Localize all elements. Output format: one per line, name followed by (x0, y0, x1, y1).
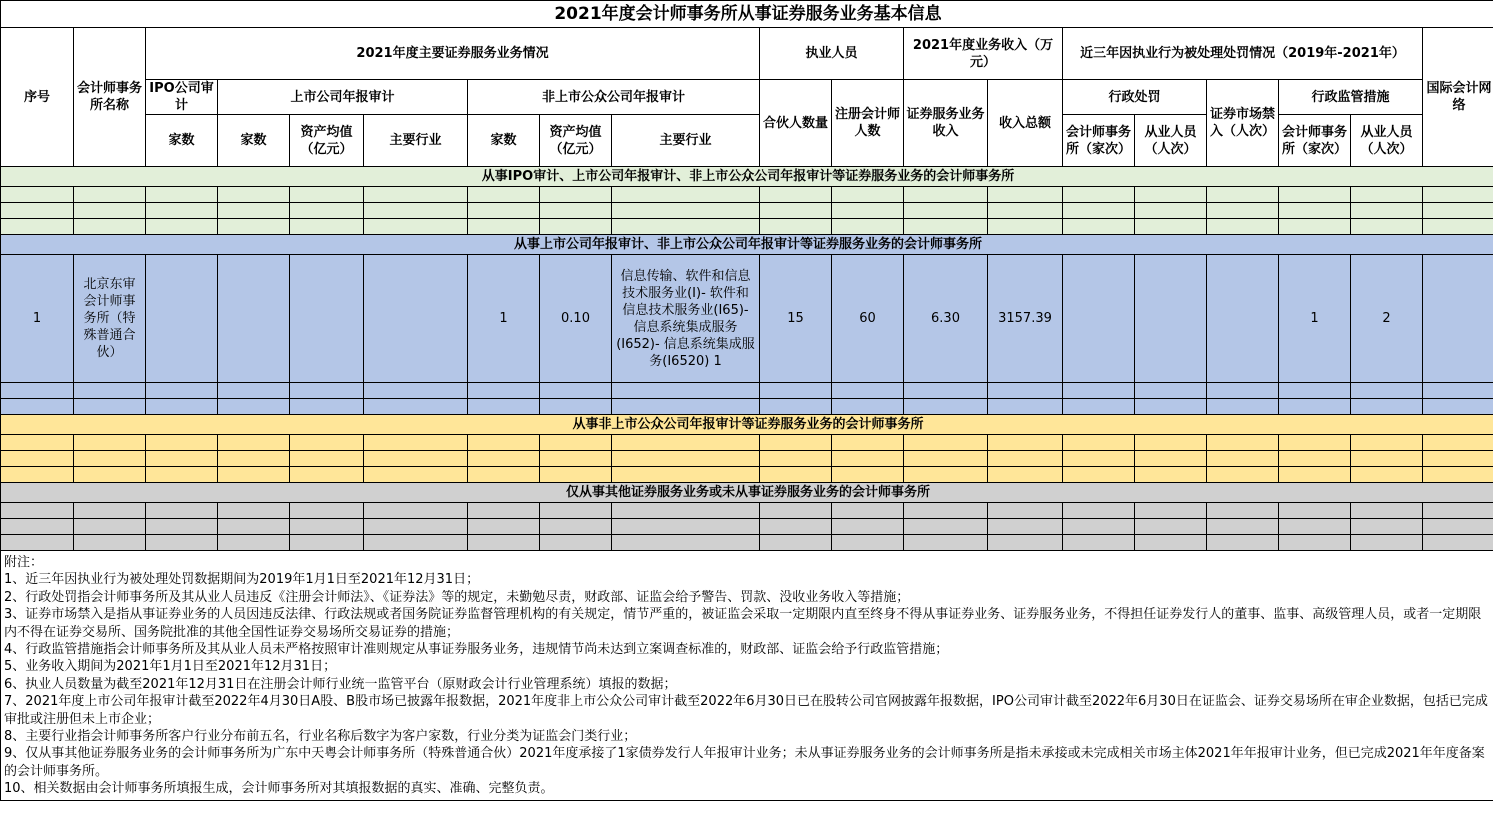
row-nonlisted-asset: 0.10 (540, 255, 612, 383)
note-6: 6、执业人员数量为截至2021年12月31日在注册会计师行业统一监管平台（原财政会计行业管理系统）填报的数据； (4, 676, 677, 692)
row-sec-revenue: 6.30 (904, 255, 988, 383)
header-nonlisted-asset: 资产均值（亿元） (540, 115, 612, 167)
header-admin-penalty: 行政处罚 (1063, 80, 1207, 115)
header-practitioners: 执业人员 (760, 28, 904, 80)
header-nonlisted-audit: 非上市公众公司年报审计 (468, 80, 760, 115)
row-partners: 15 (760, 255, 832, 383)
header-sec-revenue: 证券服务业务收入 (904, 80, 988, 167)
header-cpa-count: 注册会计师人数 (832, 80, 904, 167)
note-1: 1、近三年因执业行为被处理处罚数据期间为2019年1月1日至2021年12月31日； (4, 572, 480, 588)
note-7: 7、2021年度上市公司年报审计截至2022年4月30日A股、B股市场已披露年报数据，2021年度非上市公众公司审计截至2022年6月30日已在股转公司官网披露年报数据，IPO公司审计截至2022年6月30日在证监会、证券交易场所在审企业数据，包括已完成审批或注册但未上市企业； (4, 694, 1488, 727)
row-cpas: 60 (832, 255, 904, 383)
row-supervision-staff: 2 (1351, 255, 1423, 383)
note-3: 3、证券市场禁入是指从事证券业务的人员因违反法律、行政法规或者国务院证券监督管理机构的有关规定，情节严重的，被证监会采取一定期限内直至终身不得从事证券业务、证券服务业务，不得担任证券发行人的董事、监事、高级管理人员，或者一定期限内不得在证券交易所、国务院批准的其他全国性证券交易场所交易证券的措施； (4, 607, 1482, 640)
header-listed-audit: 上市公司年报审计 (218, 80, 468, 115)
header-ipo-count: 家数 (146, 115, 218, 167)
header-intl-network: 国际会计网络 (1423, 28, 1493, 167)
header-listed-industry: 主要行业 (364, 115, 468, 167)
note-heading: 附注： (4, 555, 44, 570)
table-row (1, 467, 1493, 483)
table-row (1, 399, 1493, 415)
header-ipo-audit: IPO公司审计 (146, 80, 218, 115)
header-supervision: 行政监管措施 (1279, 80, 1423, 115)
section-title-4: 仅从事其他证券服务业务或未从事证券服务业务的会计师事务所 (1, 483, 1493, 503)
header-supervision-staff: 从业人员（人次） (1351, 115, 1423, 167)
note-2: 2、行政处罚指会计师事务所及其从业人员违反《注册会计师法》、《证券法》等的规定，未勤勉尽责，财政部、证监会给予警告、罚款、没收业务收入等措施； (4, 589, 910, 605)
header-supervision-firm: 会计师事务所（家次） (1279, 115, 1351, 167)
note-5: 5、业务收入期间为2021年1月1日至2021年12月31日； (4, 659, 337, 675)
header-revenue: 2021年度业务收入（万元） (904, 28, 1063, 80)
notes-block (1, 551, 1493, 801)
table-row (1, 187, 1493, 203)
note-4: 4、行政监管措施指会计师事务所及其从业人员未严格按照审计准则规定从事证券服务业务，违规情节尚未达到立案调查标准的，财政部、证监会给予行政监管措施； (4, 642, 949, 658)
table-row (1, 451, 1493, 467)
note-8: 8、主要行业指会计师事务所客户行业分布前五名，行业名称后数字为客户家数，行业分类为证监会门类行业； (4, 729, 637, 745)
row-firm-name: 北京东审会计师事务所（特殊普通合伙） (74, 255, 146, 383)
table-row (1, 503, 1493, 519)
header-total-revenue: 收入总额 (988, 80, 1063, 167)
table-row (1, 255, 1493, 383)
header-penalty-staff: 从业人员（人次） (1135, 115, 1207, 167)
header-firm-name: 会计师事务所名称 (74, 28, 146, 167)
table-row (1, 219, 1493, 235)
header-market-ban: 证券市场禁入（人次） (1207, 80, 1279, 167)
table-row (1, 519, 1493, 535)
table-row (1, 435, 1493, 451)
header-penalties: 近三年因执业行为被处理处罚情况（2019年-2021年） (1063, 28, 1423, 80)
header-main-business: 2021年度主要证券服务业务情况 (146, 28, 760, 80)
row-nonlisted-count: 1 (468, 255, 540, 383)
table-row (1, 203, 1493, 219)
row-total-revenue: 3157.39 (988, 255, 1063, 383)
row-supervision-firm: 1 (1279, 255, 1351, 383)
header-listed-asset: 资产均值（亿元） (290, 115, 364, 167)
note-9: 9、仅从事其他证券服务业务的会计师事务所为广东中天粤会计师事务所（特殊普通合伙）2021年度承接了1家债券发行人年报审计业务；未从事证券服务业务的会计师事务所是指未承接或未完成相关市场主体2021年年报审计业务，但已完成2021年年度备案的会计师事务所。 (4, 746, 1485, 779)
header-nonlisted-industry: 主要行业 (612, 115, 760, 167)
row-nonlisted-industry: 信息传输、软件和信息技术服务业(I)- 软件和信息技术服务业(I65)- 信息系统集成服务(I652)- 信息系统集成服务(I6520) 1 (612, 255, 760, 383)
header-partners: 合伙人数量 (760, 80, 832, 167)
table-row (1, 383, 1493, 399)
header-seq: 序号 (1, 28, 74, 167)
header-nonlisted-count: 家数 (468, 115, 540, 167)
section-title-2: 从事上市公司年报审计、非上市公众公司年报审计等证券服务业务的会计师事务所 (1, 235, 1493, 255)
header-penalty-firm: 会计师事务所（家次） (1063, 115, 1135, 167)
section-title-3: 从事非上市公众公司年报审计等证券服务业务的会计师事务所 (1, 415, 1493, 435)
header-listed-count: 家数 (218, 115, 290, 167)
page-title: 2021年度会计师事务所从事证券服务业务基本信息 (1, 1, 1493, 28)
row-seq: 1 (1, 255, 74, 383)
section-title-1: 从事IPO审计、上市公司年报审计、非上市公众公司年报审计等证券服务业务的会计师事务所 (1, 167, 1493, 187)
note-10: 10、相关数据由会计师事务所填报生成，会计师事务所对其填报数据的真实、准确、完整负责。 (4, 781, 554, 797)
table-row (1, 535, 1493, 551)
